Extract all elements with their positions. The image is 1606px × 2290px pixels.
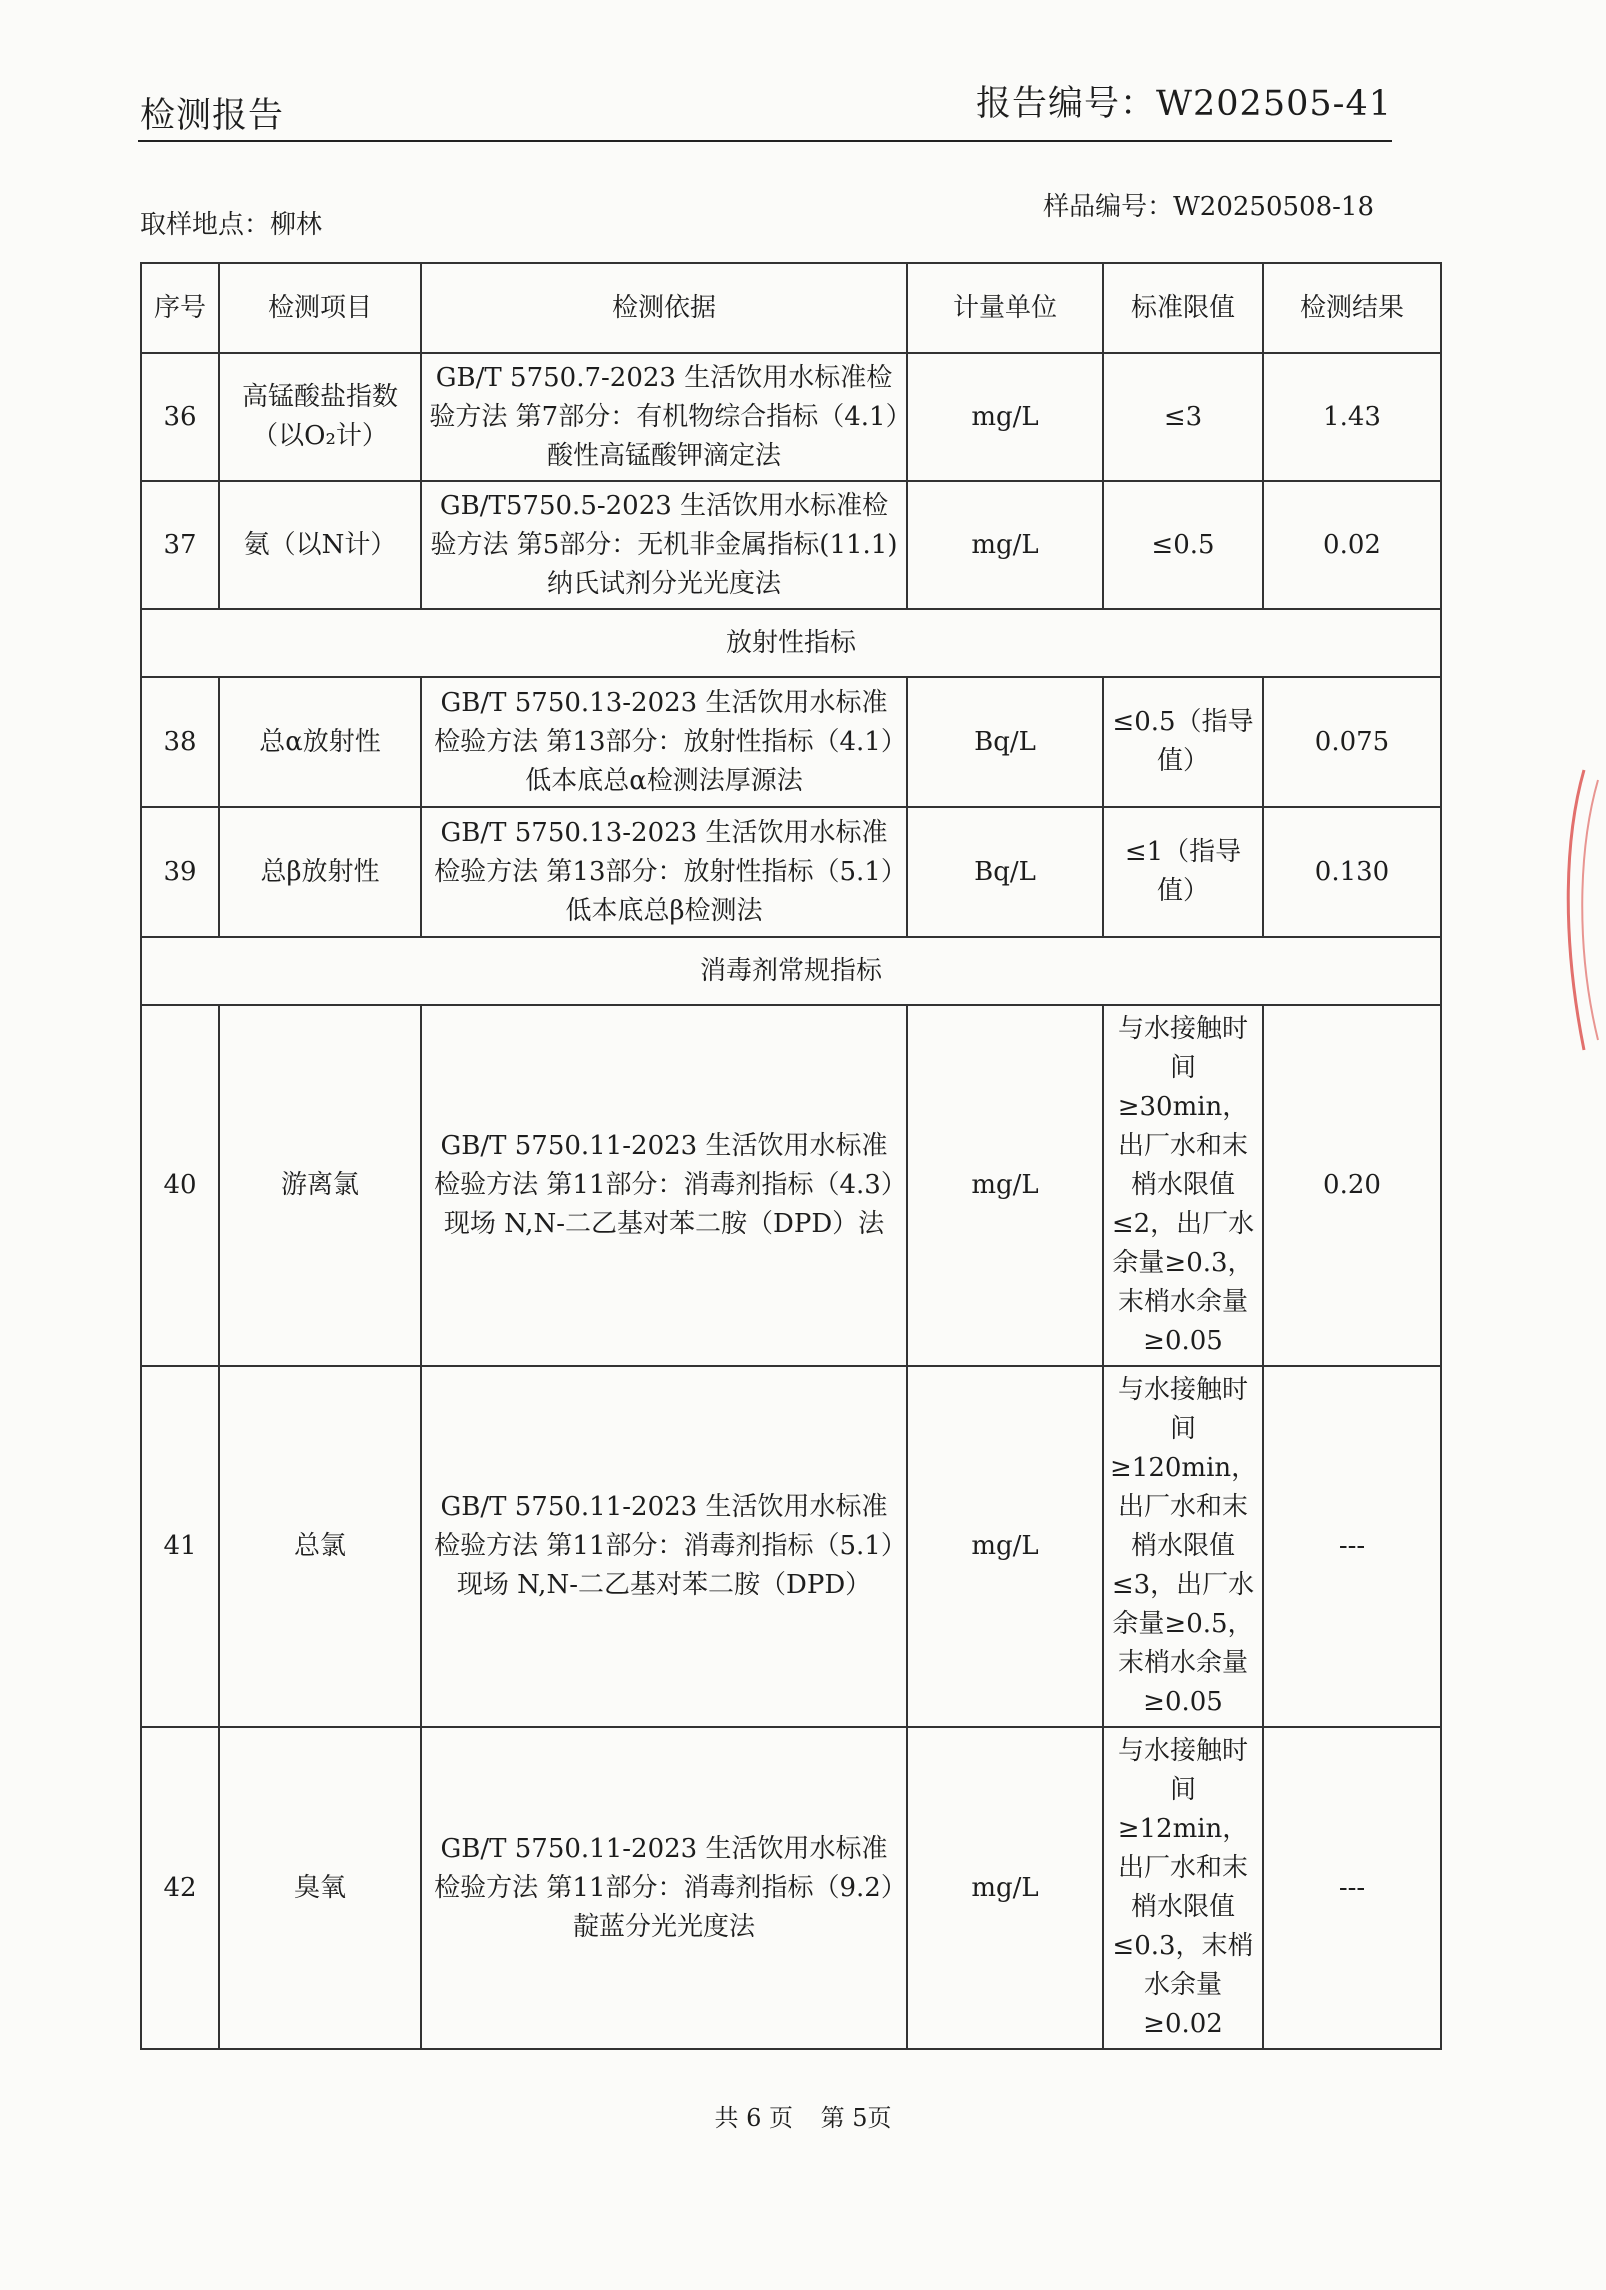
standard-limit: ≤1（指导值） [1103, 807, 1263, 937]
unit: mg/L [907, 1366, 1103, 1727]
test-basis: GB/T5750.5-2023 生活饮用水标准检验方法 第5部分：无机非金属指标(11.1)纳氏试剂分光光度法 [421, 481, 907, 609]
test-basis: GB/T 5750.11-2023 生活饮用水标准检验方法 第11部分：消毒剂指标（9.2）靛蓝分光光度法 [421, 1727, 907, 2049]
sampling-location: 取样地点：柳林 [140, 210, 323, 240]
table-row [141, 677, 1441, 807]
standard-limit: 与水接触时间≥120min，出厂水和末梢水限值≤3，出厂水余量≥0.5，末梢水余量≥0.05 [1103, 1366, 1263, 1727]
row-number: 38 [141, 677, 219, 807]
standard-limit: ≤0.5 [1103, 481, 1263, 609]
table-row [141, 1366, 1441, 1727]
test-basis: GB/T 5750.13-2023 生活饮用水标准检验方法 第13部分：放射性指标（5.1）低本底总β检测法 [421, 807, 907, 937]
section-row [141, 937, 1441, 1005]
test-result: --- [1263, 1727, 1441, 2049]
row-number: 36 [141, 353, 219, 481]
section-disinfectant: 消毒剂常规指标 [141, 937, 1441, 1005]
table-row [141, 1005, 1441, 1366]
unit: mg/L [907, 481, 1103, 609]
header-divider [138, 140, 1392, 142]
unit: mg/L [907, 1727, 1103, 2049]
test-item: 总β放射性 [219, 807, 421, 937]
column-header-no: 序号 [141, 263, 219, 353]
table-header-row [141, 263, 1441, 353]
column-header-basis: 检测依据 [421, 263, 907, 353]
unit: mg/L [907, 1005, 1103, 1366]
standard-limit: 与水接触时间≥30min，出厂水和末梢水限值≤2，出厂水余量≥0.3，末梢水余量≥0.05 [1103, 1005, 1263, 1366]
standard-limit: ≤0.5（指导值） [1103, 677, 1263, 807]
table-row [141, 481, 1441, 609]
test-result: 0.130 [1263, 807, 1441, 937]
report-number: 报告编号：W202505-41 [976, 84, 1392, 124]
row-number: 41 [141, 1366, 219, 1727]
table-row [141, 353, 1441, 481]
test-basis: GB/T 5750.13-2023 生活饮用水标准检验方法 第13部分：放射性指标（4.1）低本底总α检测法厚源法 [421, 677, 907, 807]
results-table [140, 262, 1442, 2050]
table-row [141, 807, 1441, 937]
test-item: 总氯 [219, 1366, 421, 1727]
sample-number: 样品编号：W20250508-18 [1043, 192, 1374, 222]
test-item: 氨（以N计） [219, 481, 421, 609]
test-result: 0.02 [1263, 481, 1441, 609]
test-item: 高锰酸盐指数（以O₂计） [219, 353, 421, 481]
table-row [141, 1727, 1441, 2049]
test-result: 0.075 [1263, 677, 1441, 807]
test-item: 总α放射性 [219, 677, 421, 807]
section-row [141, 609, 1441, 677]
unit: Bq/L [907, 807, 1103, 937]
row-number: 42 [141, 1727, 219, 2049]
row-number: 37 [141, 481, 219, 609]
seal-stamp [1554, 760, 1606, 1060]
test-item: 臭氧 [219, 1727, 421, 2049]
test-result: 0.20 [1263, 1005, 1441, 1366]
row-number: 40 [141, 1005, 219, 1366]
report-title: 检测报告 [140, 96, 285, 136]
current-page: 第 5页 [820, 2104, 892, 2132]
standard-limit: 与水接触时间≥12min，出厂水和末梢水限值≤0.3，末梢水余量≥0.02 [1103, 1727, 1263, 2049]
page-footer [0, 2098, 1606, 2133]
total-pages: 共 6 页 [714, 2104, 793, 2132]
column-header-limit: 标准限值 [1103, 263, 1263, 353]
column-header-item: 检测项目 [219, 263, 421, 353]
standard-limit: ≤3 [1103, 353, 1263, 481]
test-result: --- [1263, 1366, 1441, 1727]
section-radiation: 放射性指标 [141, 609, 1441, 677]
test-result: 1.43 [1263, 353, 1441, 481]
column-header-result: 检测结果 [1263, 263, 1441, 353]
row-number: 39 [141, 807, 219, 937]
test-basis: GB/T 5750.11-2023 生活饮用水标准检验方法 第11部分：消毒剂指标（4.3）现场 N,N-二乙基对苯二胺（DPD）法 [421, 1005, 907, 1366]
test-item: 游离氯 [219, 1005, 421, 1366]
test-basis: GB/T 5750.7-2023 生活饮用水标准检验方法 第7部分：有机物综合指标（4.1）酸性高锰酸钾滴定法 [421, 353, 907, 481]
unit: Bq/L [907, 677, 1103, 807]
column-header-unit: 计量单位 [907, 263, 1103, 353]
test-basis: GB/T 5750.11-2023 生活饮用水标准检验方法 第11部分：消毒剂指标（5.1）现场 N,N-二乙基对苯二胺（DPD） [421, 1366, 907, 1727]
unit: mg/L [907, 353, 1103, 481]
